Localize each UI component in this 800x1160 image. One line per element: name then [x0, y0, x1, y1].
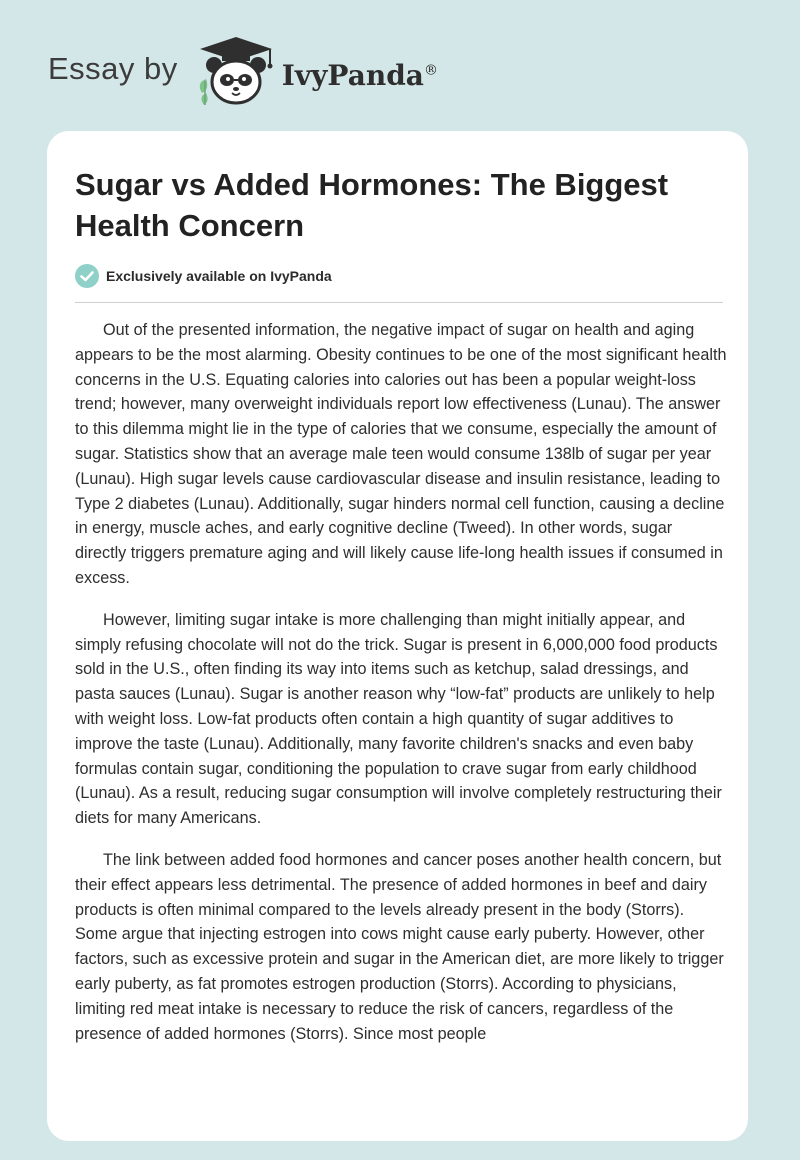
- registered-mark: ®: [423, 62, 438, 79]
- paragraph: However, limiting sugar intake is more challenging than might initially appear, and simply refusing chocolate will not do the trick. Sugar is present in 6,000,000 food products sold in the U.S., often finding its way into items such as ketchup, salad dressings, and pasta sauces (Lunau). Sugar is another reason why “low-fat” products are unlikely to help with weight loss. Low-fat products often contain a high quantity of sugar additives to improve the taste (Lunau). Additionally, many favorite children's snacks and even baby formulas contain sugar, conditioning the population to crave sugar from early childhood (Lunau). As a result, reducing sugar consumption will involve completely restructuring their diets for many Americans.: [75, 610, 722, 828]
- panda-graduate-icon: [192, 35, 280, 107]
- paragraph: The link between added food hormones and cancer poses another health concern, but their effect appears less detrimental. The presence of added hormones in beef and dairy products is often minimal compared to the levels already present in the body (Storrs). Some argue that injecting estrogen into cows might cause early puberty. However, other factors, such as excessive protein and sugar in the American diet, are more likely to trigger early puberty, as fat promotes estrogen production (Storrs). According to physicians, limiting red meat intake is necessary to reduce the risk of cancers, regardless of the presence of added hormones (Storrs). Since most people: [75, 850, 724, 1043]
- brand-prefix: Essay by: [48, 51, 178, 86]
- brand-header[interactable]: [48, 36, 438, 106]
- divider: [75, 302, 723, 303]
- essay-card: [47, 131, 748, 1141]
- brand-name: [282, 59, 438, 92]
- exclusive-badge: [75, 264, 332, 288]
- check-circle-icon: [75, 264, 99, 288]
- brand-name-text: IvyPanda: [281, 58, 424, 92]
- paragraph: Out of the presented information, the negative impact of sugar on health and aging appears to be the most alarming. Obesity continues to be one of the most significant health concerns in the U.S. Equating calories into calories out has been a popular weight-loss trend; however, many overweight individuals report low effectiveness (Lunau). The answer to this dilemma might lie in the type of calories that we consume, especially the amount of sugar. Statistics show that an average male teen would consume 138lb of sugar per year (Lunau). High sugar levels cause cardiovascular disease and insulin resistance, leading to Type 2 diabetes (Lunau). Additionally, sugar hinders normal cell function, causing a decline in energy, muscle aches, and early cognitive decline (Tweed). In other words, sugar directly triggers premature aging and will likely cause life-long health issues if consumed in excess.: [75, 321, 727, 587]
- exclusive-badge-text: Exclusively available on IvyPanda: [106, 268, 332, 284]
- essay-body: [75, 318, 727, 1063]
- page-title: Sugar vs Added Hormones: The Biggest Health Concern: [75, 167, 669, 243]
